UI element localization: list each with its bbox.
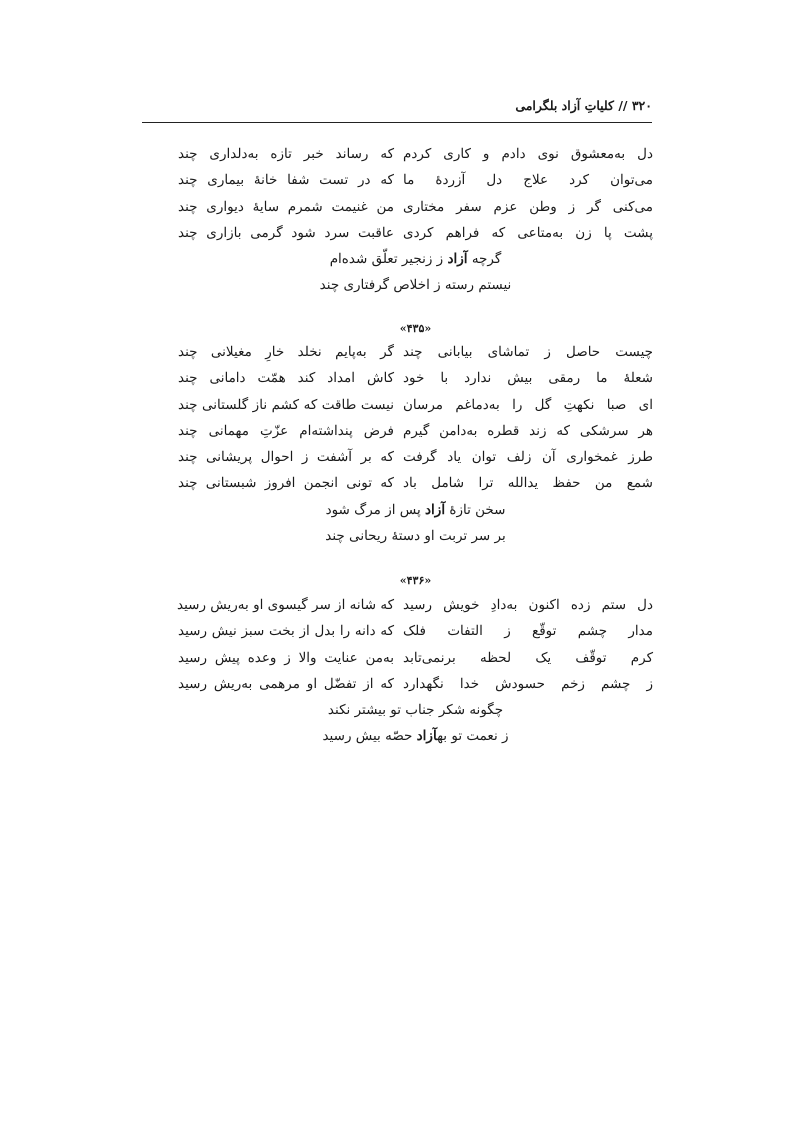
hemistich-second: فرض پنداشته‌ام عزّتِ مهمانی چند	[178, 422, 394, 439]
closing-line	[178, 251, 653, 277]
hemistich-second: که رساند خبر تازه به‌دلداری چند	[178, 146, 394, 162]
hemistich-first: می‌کنی گر ز وطن عزم سفر مختاری	[403, 198, 653, 215]
hemistich-first: دل به‌معشوق نوی دادم و کاری کردم	[403, 146, 653, 162]
hemistich-first: کرم توقّف یک لحظه برنمی‌تابد	[403, 649, 653, 666]
couplet	[178, 650, 653, 676]
poem-continuation	[178, 146, 653, 304]
closing-text: چگونه شکر جناب تو بیشتر نکند	[327, 702, 504, 719]
couplet	[178, 199, 653, 225]
hemistich-second: کاش امداد کند همّت دامانی چند	[178, 370, 394, 387]
closing-line	[178, 528, 653, 554]
poem-436	[178, 597, 653, 755]
hemistich-first: ای صبا نکهتِ گل را به‌دماغم مرسان	[403, 396, 653, 413]
hemistich-second: من غنیمت شمرم سایهٔ دیواری چند	[178, 198, 394, 215]
hemistich-first: مدار چشم توقّع ز التفات فلک	[403, 623, 653, 640]
closing-text: سخن تازهٔ	[445, 501, 506, 518]
closing-line	[178, 502, 653, 528]
closing-text: ز زنجیر تعلّق شده‌ام	[329, 251, 448, 268]
hemistich-first: می‌توان کرد علاج دل آزردهٔ ما	[403, 172, 653, 189]
couplet	[178, 676, 653, 702]
couplet	[178, 423, 653, 449]
closing-line	[178, 728, 653, 754]
header-title: ۳۲۰ // کلیاتِ آزاد بلگرامی	[515, 98, 652, 113]
poem-435	[178, 344, 653, 554]
hemistich-first: شمع من حفظ یدالله ترا شامل باد	[403, 475, 653, 492]
couplet	[178, 370, 653, 396]
poet-name: آزاد	[447, 251, 468, 268]
hemistich-first: دل ستم زده اکنون به‌دادِ خویش رسید	[403, 597, 653, 613]
hemistich-second: که شانه از سر گیسوی او به‌ریش رسید	[177, 597, 394, 613]
couplet	[178, 397, 653, 423]
hemistich-second: که دانه را بدل از بخت سبز نیش رسید	[178, 623, 394, 640]
couplet	[178, 475, 653, 501]
hemistich-second: که از تفضّل او مرهمی به‌ریش رسید	[178, 675, 394, 692]
closing-text: گرچه	[467, 251, 502, 268]
hemistich-first: پشت پا زن به‌متاعی که فراهم کردی	[403, 224, 653, 241]
running-header	[142, 92, 652, 123]
closing-text: حصّه بیش رسید	[322, 728, 417, 745]
couplet	[178, 172, 653, 198]
poem-number: «۴۳۵»	[399, 322, 432, 335]
hemistich-first: طرز غمخواری آن زلف توان یاد گرفت	[403, 449, 653, 466]
couplet	[178, 597, 653, 623]
poet-name: آزاد	[425, 501, 446, 518]
couplet	[178, 449, 653, 475]
closing-line	[178, 702, 653, 728]
hemistich-second: گر به‌پایم نخلد خارِ مغیلانی چند	[178, 344, 394, 360]
hemistich-first: چیست حاصل ز تماشای بیابانی چند	[403, 344, 653, 360]
couplet	[178, 146, 653, 172]
hemistich-second: نیست طاقت که کشم ناز گلستانی چند	[178, 396, 394, 413]
hemistich-first: شعلهٔ ما رمقی بیش ندارد با خود	[403, 370, 653, 387]
closing-line	[178, 277, 653, 303]
hemistich-second: که بر آشفت ز احوال پریشانی چند	[178, 449, 394, 466]
couplet	[178, 225, 653, 251]
closing-text: پس از مرگ شود	[325, 501, 426, 518]
couplet	[178, 344, 653, 370]
closing-text: بر سر تربت او دستهٔ ریحانی چند	[325, 528, 506, 545]
couplet	[178, 623, 653, 649]
closing-text: ز نعمت تو به	[437, 728, 509, 745]
poet-name: آزاد	[416, 728, 438, 745]
hemistich-second: که در تست شفا خانهٔ بیماری چند	[178, 172, 394, 189]
poem-number: «۴۳۶»	[399, 574, 432, 587]
hemistich-first: هر سرشکی که زند قطره به‌دامن گیرم	[403, 422, 653, 439]
closing-text: نیستم رسته ز اخلاص گرفتاری چند	[319, 277, 512, 294]
hemistich-first: ز چشم زخم حسودش خدا نگهدارد	[403, 675, 653, 692]
hemistich-second: عاقبت سرد شود گرمی بازاری چند	[178, 224, 394, 241]
hemistich-second: به‌من عنایت والا ز وعده پیش رسید	[178, 649, 394, 666]
hemistich-second: که تونی انجمن افروز شبستانی چند	[178, 475, 394, 492]
